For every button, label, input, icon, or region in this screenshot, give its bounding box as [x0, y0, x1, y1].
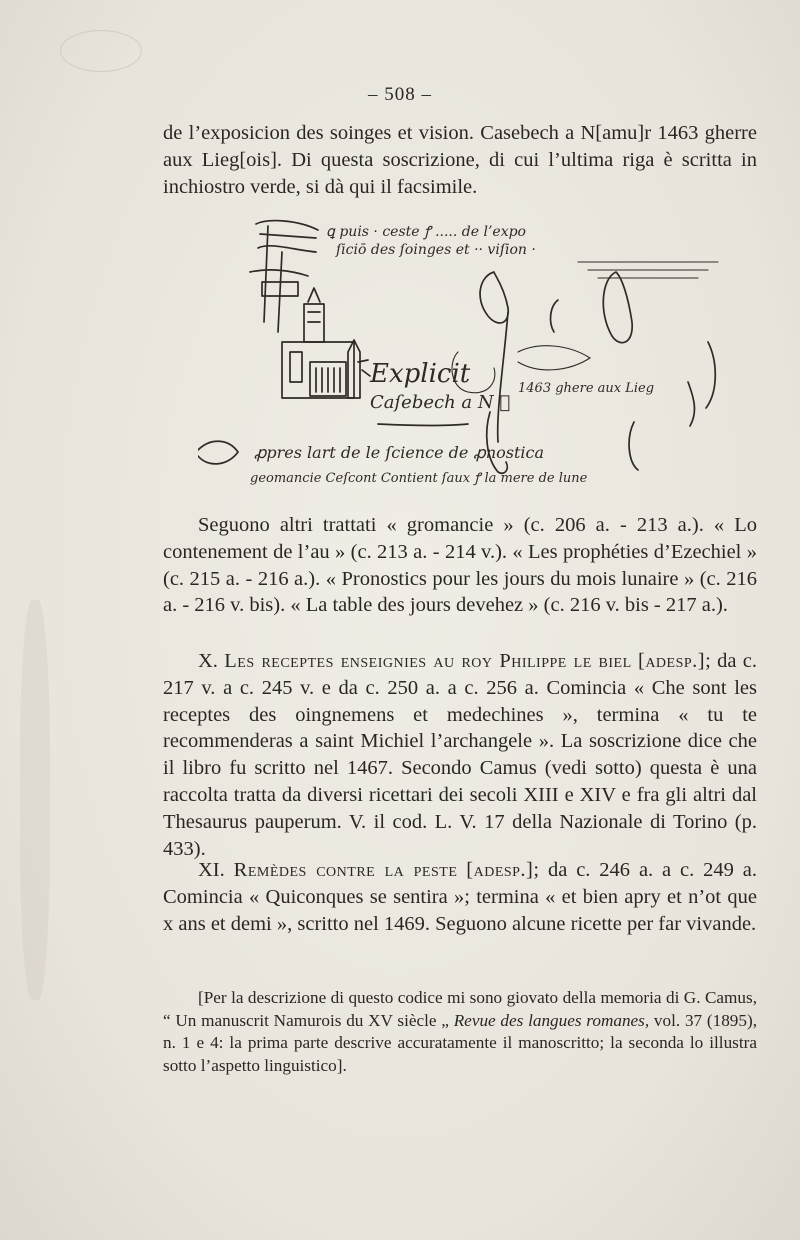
section-title: Les receptes enseignies au roy Philippe le biel [224, 650, 632, 672]
section-title: Remèdes contre la peste [233, 859, 458, 881]
facsimile-line-4: Caſebech a N ᷑ [370, 392, 511, 413]
paragraph-section-xi [163, 857, 757, 937]
note-text-after: vol. 37 (1895), n. 1 e 4: la prima parte descrive accuratamente il manoscritto; la seconda lo illustra sotto l’aspetto linguistico]. [163, 1010, 757, 1075]
facsimile-line-6: ꝓpres lart de le ſcience de ꝓnostica [254, 443, 545, 462]
note-journal-title: Revue des langues romanes, [453, 1010, 650, 1030]
paper-stain [20, 600, 50, 1000]
section-body: ; da c. 246 a. a c. 249 a. Comincia « Quiconques se sentira »; termina « et bien apry et n’ot que x ans et demi », scritto nel 1469. Seguono alcune ricette per far vivande. [163, 859, 757, 935]
anonymous-marker: [adesp.] [638, 650, 706, 672]
paper-stain [60, 30, 142, 72]
section-number: X. [198, 650, 218, 672]
building-illustration [282, 288, 370, 398]
bibliographic-note [163, 987, 757, 1077]
facsimile-line-5: 1463 ghere aux Lieg [518, 381, 655, 396]
ink-flourish [480, 272, 508, 442]
facsimile-line-7: geomancie Ceſcont Contient ſaux ꝭ la mere de lune [250, 471, 588, 486]
page-number: – 508 – [368, 84, 432, 105]
paragraph-other-treatises: Seguono altri trattati « gromancie » (c. 206 a. - 213 a.). « Lo contenement de l’au » (c. 213 a. - 214 v.). « Les prophéties d’Ezechiel » (c. 215 a. - 216 a.). « Pronostics pour les jours du mois lunaire » (c. 216 a. - 216 v. bis). « La table des jours devehez » (c. 216 v. bis - 217 a.). [163, 514, 757, 617]
paragraph-intro: de l’exposicion des soinges et vision. Casebech a N[amu]r 1463 gherre aux Lieg[ois]. Di questa soscrizione, di cui l’ultima riga è scritta in inchiostro verde, si dà qui il facsimile. [163, 122, 757, 198]
section-body: ; da c. 217 v. a c. 245 v. e da c. 250 a. a c. 256 a. Comincia « Che sont les receptes des oingnemens et medechines », termina « tu te recommenderas a saint Michiel l’archangele ». La soscrizione dice che il libro fu scritto nel 1467. Secondo Camus (vedi sotto) questa è una raccolta tratta da diversi ricettari dei secoli XIII e XIV e fra gli altri dal Thesaurus pauperum. V. il cod. L. V. 17 della Nazionale di Torino (p. 433). [163, 650, 758, 860]
manuscript-facsimile [198, 212, 738, 502]
section-number: XI. [198, 859, 225, 881]
facsimile-line-2: ſiciō des ſoinges et ·· viſion · [336, 242, 536, 258]
ink-flourish [688, 342, 715, 426]
ink-flourish [551, 272, 633, 343]
ink-flourish [518, 346, 590, 370]
facsimile-drawing [198, 212, 738, 502]
ink-rule [578, 262, 718, 278]
note-text-before: [Per la descrizione di questo codice mi sono giovato della memoria di G. Camus, “ Un manuscrit Namurois du XV siècle „ [163, 988, 757, 1030]
facsimile-line-3: Explicit [370, 359, 471, 389]
ink-rule [378, 424, 468, 426]
anonymous-marker: [adesp.] [466, 859, 534, 881]
facsimile-line-1: ꝗ puis · ceste ꝭ ..... de l’expo [326, 224, 526, 240]
decorated-initial [250, 221, 318, 332]
paragraph-section-x [163, 648, 757, 862]
